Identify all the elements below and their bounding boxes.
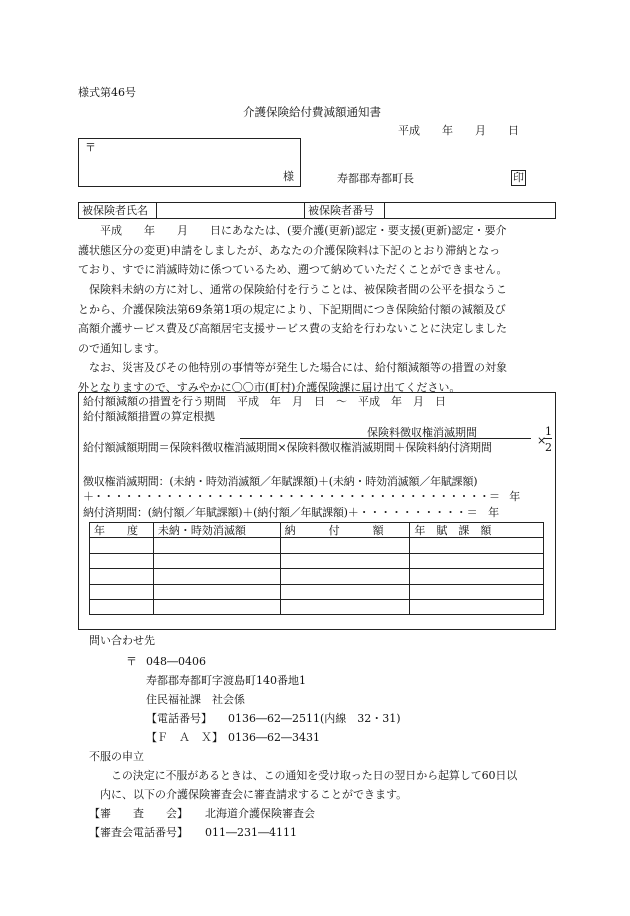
board-phone-label: 【審査会電話番号】 (89, 826, 188, 839)
insured-info-row (78, 202, 556, 219)
fax-value: 0136―62―3431 (228, 731, 320, 744)
table-cell (410, 569, 544, 584)
text-line: 平成 年 月 日にあなたは、(要介護(更新)認定・要支援(更新)認定・要介 (100, 224, 507, 237)
contact-postal-code: 048―0406 (146, 655, 206, 668)
table-cell (410, 553, 544, 568)
basis-label: 給付額減額措置の算定根拠 (83, 410, 215, 423)
half-bar (544, 438, 552, 439)
formula-main: 給付額減額期間＝保険料徴収権消滅期間×保険料徴収権消滅期間＋保険料納付済期間 (83, 441, 492, 454)
table-cell (90, 599, 154, 614)
table-cell (153, 599, 280, 614)
table-cell (280, 584, 410, 599)
contact-postal-mark: 〒 (126, 655, 137, 668)
divider (384, 203, 385, 218)
table-cell (153, 553, 280, 568)
table-cell (90, 584, 154, 599)
column-header: 納 付 額 (280, 523, 410, 538)
text-line: 外となりますので、すみやかに〇〇市(町村)介護保険課に届け出てください。 (78, 380, 461, 394)
table-cell (90, 538, 154, 553)
contact-department: 住民福祉課 社会係 (146, 693, 245, 706)
multiply-sign: × (537, 434, 547, 447)
text-line: 高額介護サービス費及び高額居宅支援サービス費の支給を行わないことに決定しました (78, 322, 507, 335)
appeal-text-line: この決定に不服があるときは、この通知を受け取った日の翌日から起算して60日以 (111, 769, 518, 782)
contact-address: 寿都郡寿都町字渡島町140番地1 (146, 674, 306, 687)
date-line: 平成 年 月 日 (398, 124, 519, 137)
phone-label: 【電話番号】 (146, 712, 212, 725)
text-line: ており、すでに消滅時効に係つているため、遡つて納めていただくことができません。 (78, 263, 508, 276)
divider (304, 203, 305, 218)
text-line: 護状態区分の変更)申請をしましたが、あなたの介護保険料は下記のとおり滞納となっ (78, 243, 501, 257)
table-row (90, 538, 544, 553)
document-title: 介護保険給付費減額通知書 (243, 105, 381, 119)
honorific-sama: 様 (283, 169, 294, 183)
lapse-period-line: 徴収権消滅期間：(未納・時効消滅額／年賦課額)＋(未納・時効消滅額／年賦課額) (83, 475, 478, 488)
insured-number-label: 被保険者番号 (308, 204, 374, 217)
text-line: 保険料未納の方に対し、通常の保険給付を行うことは、被保険者間の公平を損なうこ (89, 283, 507, 296)
table-header-row (90, 523, 544, 538)
table-cell (410, 538, 544, 553)
half-denominator: 2 (545, 441, 552, 454)
fax-label: 【Ｆ Ａ Ｘ】 (146, 731, 223, 744)
form-number: 様式第46号 (78, 86, 136, 99)
postal-mark: 〒 (85, 141, 96, 154)
text-line: ので通知します。 (78, 341, 166, 355)
fraction-bar (240, 438, 531, 439)
contact-heading: 問い合わせ先 (89, 634, 155, 647)
notice-paragraph-1 (78, 221, 556, 280)
table-cell (410, 584, 544, 599)
table-cell (280, 538, 410, 553)
column-header: 年 賦 課 額 (410, 523, 544, 538)
reduction-period: 給付額減額の措置を行う期間 平成 年 月 日 〜 平成 年 月 日 (83, 395, 446, 408)
table-cell (153, 584, 280, 599)
appeal-text-line: 内に、以下の介護保険審査会に審査請求することができます。 (100, 788, 408, 801)
divider (156, 203, 157, 218)
column-header: 年 度 (90, 523, 154, 538)
table-row (90, 553, 544, 568)
formula-numerator: 保険料徴収権消滅期間 (367, 426, 477, 439)
table-cell (90, 553, 154, 568)
table-cell (153, 569, 280, 584)
table-row (90, 569, 544, 584)
text-line: なお、災害及びその他特別の事情等が発生した場合には、給付額減額等の措置の対象 (89, 361, 507, 374)
table-cell (410, 599, 544, 614)
table-cell (280, 599, 410, 614)
board-phone-value: 011―231―4111 (205, 826, 297, 839)
lapse-period-continuation: ＋・・・・・・・・・・・・・・・・・・・・・・・・・・・・・・・・・・・・・・・＝ 年 (83, 490, 520, 503)
address-box (78, 138, 301, 187)
table-cell (280, 553, 410, 568)
table-row (90, 584, 544, 599)
seal-stamp: 印 (513, 171, 524, 184)
table-row (90, 599, 544, 614)
board-value: 北海道介護保険審査会 (205, 807, 315, 820)
table-cell (90, 569, 154, 584)
phone-value: 0136―62―2511(内線 32・31) (228, 712, 401, 725)
issuer-seal (511, 170, 526, 186)
insured-name-label: 被保険者氏名 (82, 204, 148, 217)
period-table (89, 522, 544, 615)
issuer-name: 寿都郡寿都町長 (337, 172, 414, 185)
column-header: 未納・時効消滅額 (153, 523, 280, 538)
board-label: 【審 査 会】 (89, 807, 188, 820)
text-line: とから、介護保険法第69条第1項の規定により、下記期間につき保険給付額の減額及び (78, 302, 506, 316)
table-cell (153, 538, 280, 553)
table-cell (280, 569, 410, 584)
paid-period-line: 納付済期間：(納付額／年賦課額)＋(納付額／年賦課額)＋・・・・・・・・・・＝ 年 (83, 506, 499, 519)
half-numerator: 1 (545, 425, 552, 438)
appeal-heading: 不服の申立 (89, 750, 144, 763)
notice-paragraph-2 (78, 280, 556, 358)
